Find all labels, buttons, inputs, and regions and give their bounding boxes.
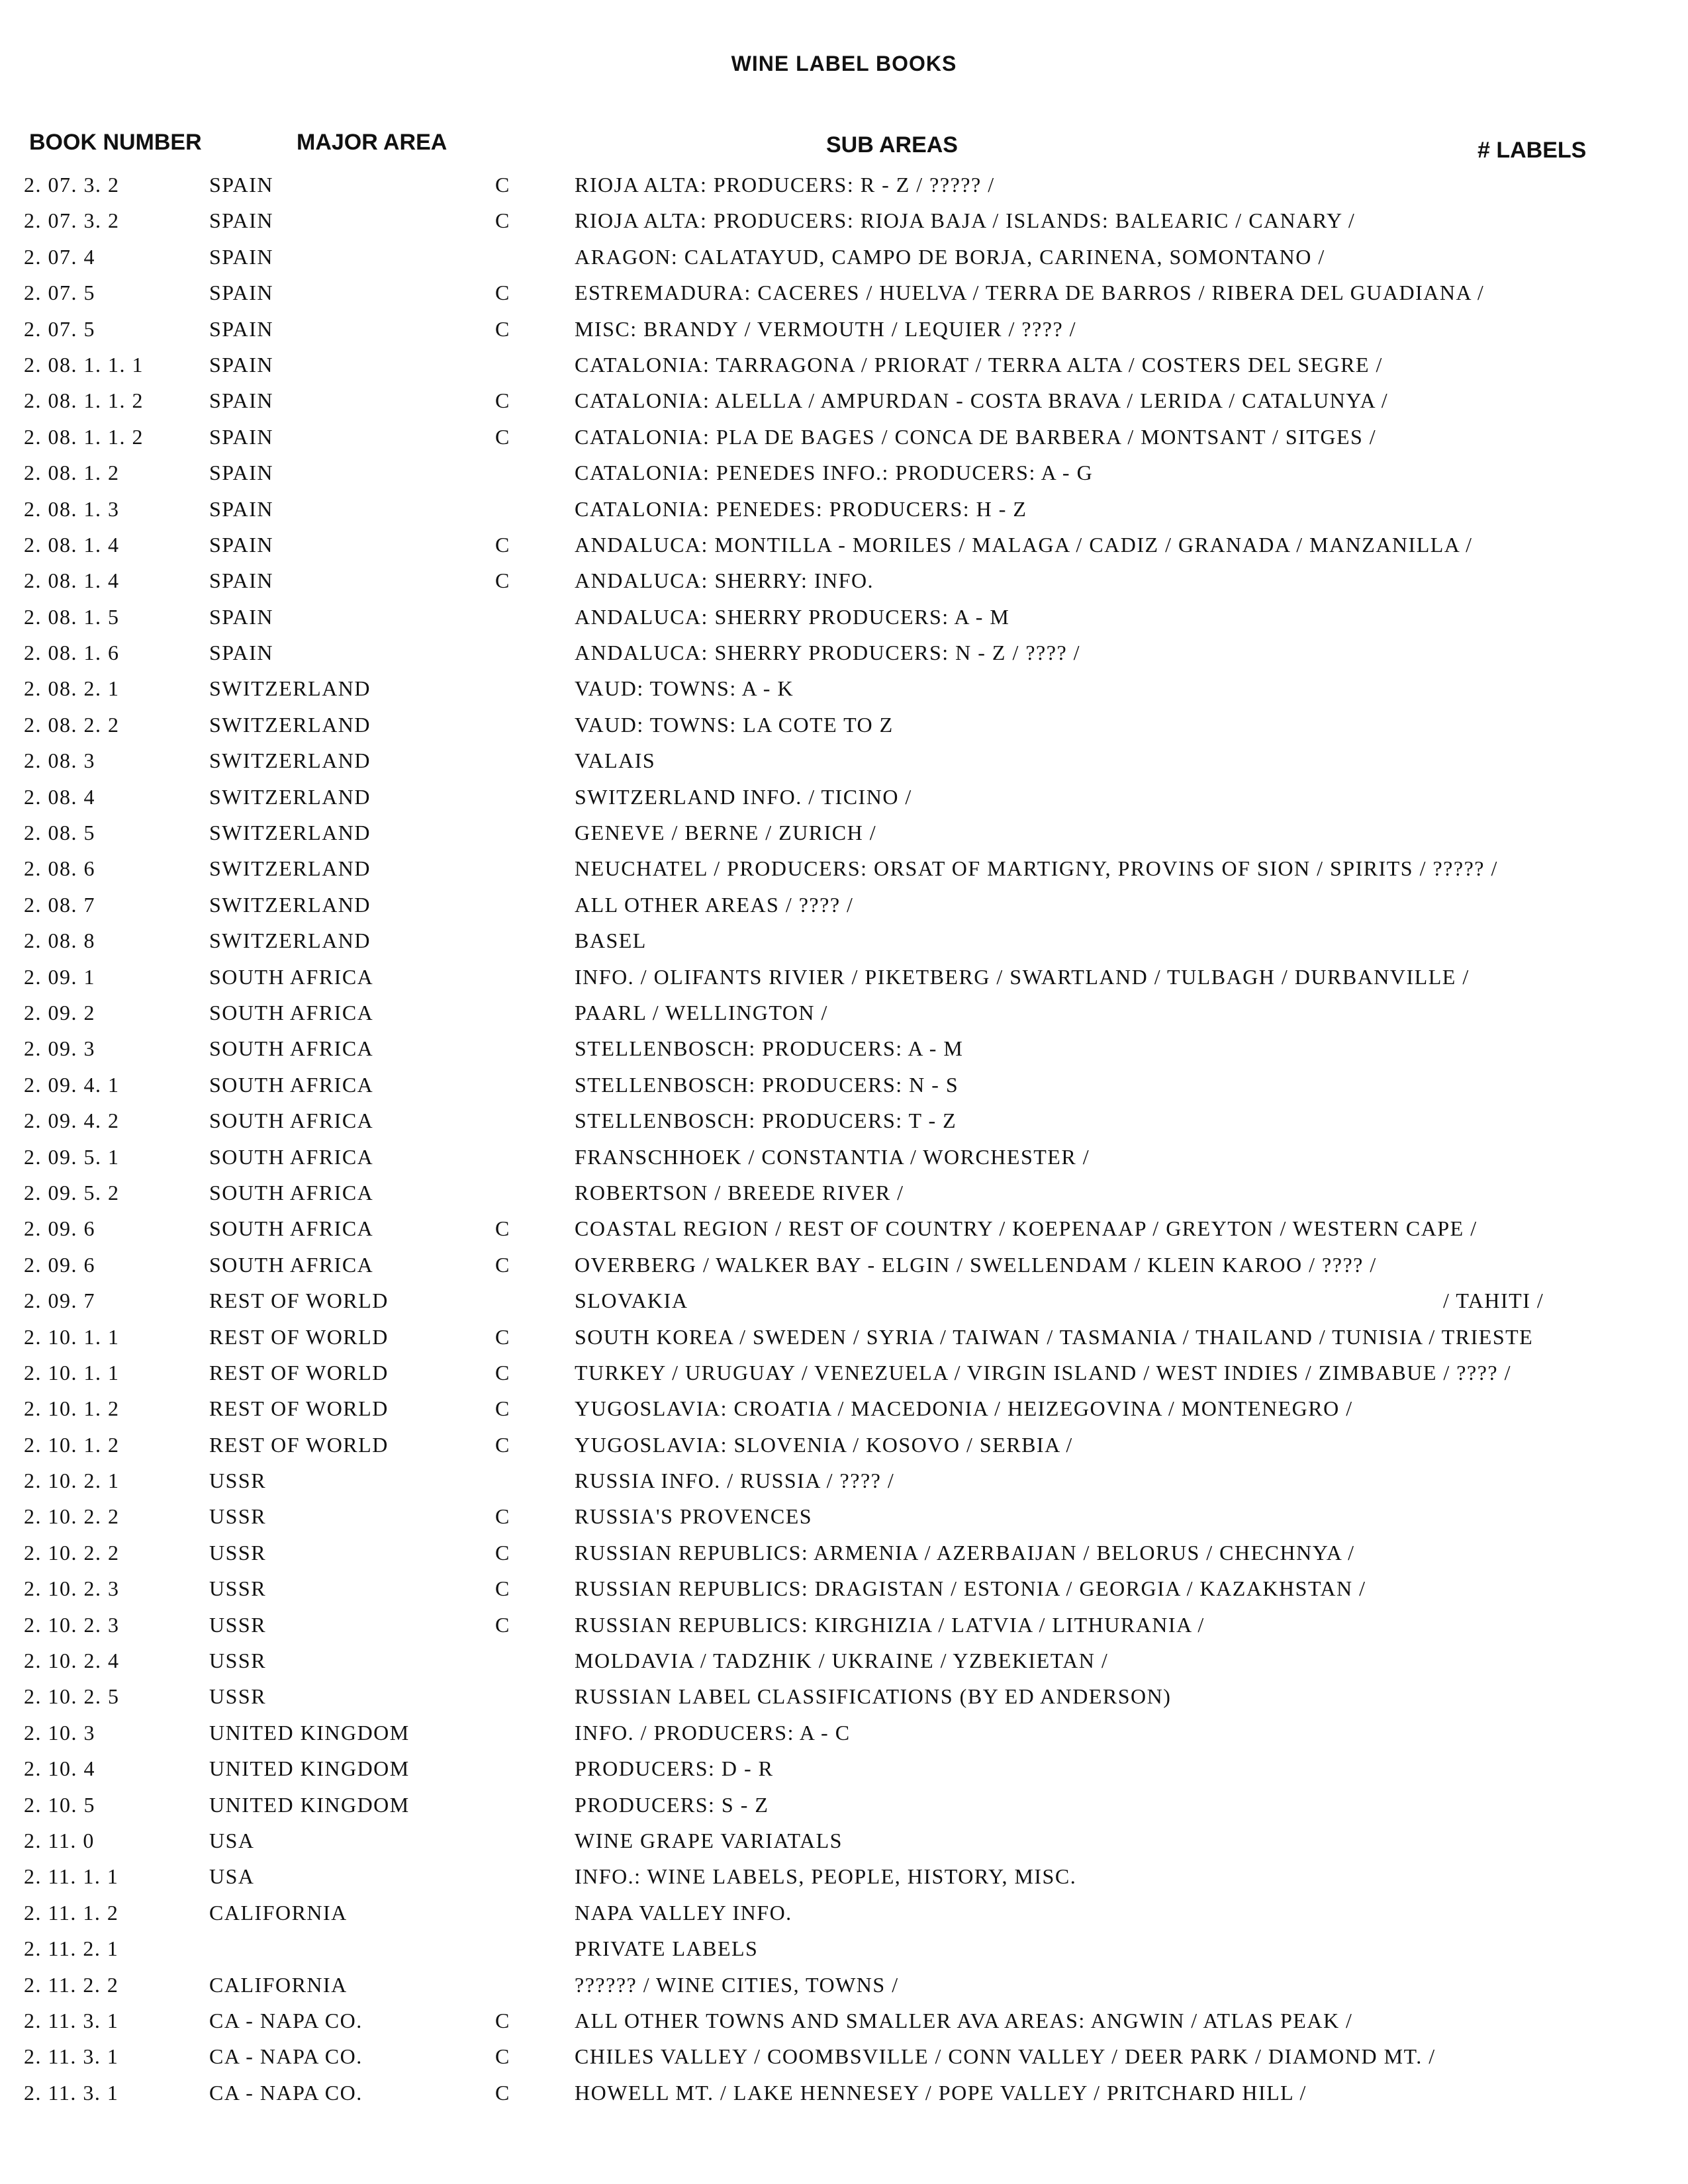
book-number-cell: 2. 09. 5. 2 [24,1180,120,1205]
table-row [0,1032,1688,1068]
major-area-cell: SPAIN [209,424,274,449]
sub-areas-cell: NAPA VALLEY INFO. [575,1900,792,1925]
sub-areas-cell: INFO.: WINE LABELS, PEOPLE, HISTORY, MISC. [575,1864,1077,1889]
sub-areas-cell: ANDALUCA: SHERRY: INFO. [575,569,874,593]
table-row [0,1897,1688,1933]
sub-areas-cell: GENEVE / BERNE / ZURICH / [575,821,877,845]
sub-areas-cell: PRODUCERS: S - Z [575,1792,769,1817]
major-area-cell: REST OF WORLD [209,1432,389,1457]
c-marker-cell: C [495,1396,510,1421]
major-area-cell: SOUTH AFRICA [209,1180,374,1205]
major-area-cell: USSR [209,1469,267,1493]
book-number-cell: 2. 09. 1 [24,964,95,989]
table-row [0,889,1688,925]
table-row [0,601,1688,637]
major-area-cell: UNITED KINGDOM [209,1792,410,1817]
table-row [0,1105,1688,1140]
major-area-cell: SOUTH AFRICA [209,964,374,989]
major-area-cell: CALIFORNIA [209,1972,348,1997]
sub-areas-cell: INFO. / PRODUCERS: A - C [575,1720,851,1745]
sub-areas-cell: PRODUCERS: D - R [575,1756,774,1781]
book-number-cell: 2. 10. 2. 5 [24,1684,120,1709]
major-area-cell: REST OF WORLD [209,1396,389,1421]
major-area-cell: SWITZERLAND [209,712,371,737]
header-sub-areas: SUB AREAS [826,132,958,158]
sub-areas-cell: STELLENBOSCH: PRODUCERS: A - M [575,1036,964,1061]
book-number-cell: 2. 10. 4 [24,1756,95,1781]
sub-areas-cell: MISC: BRANDY / VERMOUTH / LEQUIER / ???? / [575,316,1077,341]
book-number-cell: 2. 11. 1. 1 [24,1864,119,1889]
major-area-cell: SOUTH AFRICA [209,1109,374,1133]
sub-areas-cell: CATALONIA: PENEDES INFO.: PRODUCERS: A - G [575,461,1094,485]
book-number-cell: 2. 08. 4 [24,784,95,809]
major-area-cell: SPAIN [209,461,274,485]
table-row [0,672,1688,708]
sub-areas-cell: BASEL [575,929,647,953]
table-row [0,1249,1688,1285]
table-row [0,961,1688,997]
book-number-cell: 2. 09. 5. 1 [24,1144,120,1169]
sub-areas-cell: YUGOSLAVIA: SLOVENIA / KOSOVO / SERBIA / [575,1432,1073,1457]
sub-areas-cell: CATALONIA: TARRAGONA / PRIORAT / TERRA ALTA / COSTERS DEL SEGRE / [575,352,1383,377]
major-area-cell: UNITED KINGDOM [209,1720,410,1745]
major-area-cell: SPAIN [209,244,274,269]
sub-areas-cell: SWITZERLAND INFO. / TICINO / [575,784,912,809]
table-row [0,1465,1688,1500]
table-row [0,637,1688,672]
sub-areas-cell: INFO. / OLIFANTS RIVIER / PIKETBERG / SWARTLAND / TULBAGH / DURBANVILLE / [575,964,1470,989]
table-row [0,1752,1688,1788]
book-number-cell: 2. 09. 4. 1 [24,1072,120,1097]
table-row [0,205,1688,240]
book-number-cell: 2. 10. 2. 2 [24,1540,120,1565]
book-number-cell: 2. 07. 4 [24,244,95,269]
c-marker-cell: C [495,1252,510,1277]
sub-areas-cell: VAUD: TOWNS: A - K [575,676,794,701]
c-marker-cell: C [495,173,510,197]
table-row [0,457,1688,492]
major-area-cell: SPAIN [209,569,274,593]
table-row [0,1933,1688,1968]
table-row [0,277,1688,312]
c-marker-cell: C [495,1540,510,1565]
book-number-cell: 2. 07. 5 [24,316,95,341]
table-row [0,1680,1688,1716]
book-number-cell: 2. 10. 2. 2 [24,1504,120,1529]
sub-areas-cell: FRANSCHHOEK / CONSTANTIA / WORCHESTER / [575,1144,1090,1169]
page-title: WINE LABEL BOOKS [731,52,957,75]
major-area-cell: SOUTH AFRICA [209,1000,374,1024]
major-area-cell: SWITZERLAND [209,856,371,881]
sub-areas-cell: RIOJA ALTA: PRODUCERS: RIOJA BAJA / ISLANDS: BALEARIC / CANARY / [575,208,1356,233]
major-area-cell: REST OF WORLD [209,1324,389,1349]
sub-areas-cell: RUSSIA INFO. / RUSSIA / ???? / [575,1469,895,1493]
book-number-cell: 2. 10. 2. 3 [24,1612,120,1637]
major-area-cell: USSR [209,1612,267,1637]
book-number-cell: 2. 08. 1. 6 [24,641,120,665]
table-row [0,1141,1688,1177]
sub-areas-cell: STELLENBOSCH: PRODUCERS: N - S [575,1072,959,1097]
book-number-cell: 2. 11. 3. 1 [24,2080,119,2105]
sub-areas-cell: ALL OTHER AREAS / ???? / [575,892,854,917]
book-number-cell: 2. 10. 1. 2 [24,1396,120,1421]
table-row [0,313,1688,349]
book-number-cell: 2. 08. 2. 1 [24,676,120,701]
book-number-cell: 2. 10. 1. 1 [24,1360,120,1385]
major-area-cell: USSR [209,1649,267,1673]
book-number-cell: 2. 11. 1. 2 [24,1900,119,1925]
sub-areas-cell: YUGOSLAVIA: CROATIA / MACEDONIA / HEIZEGOVINA / MONTENEGRO / [575,1396,1353,1421]
table-row [0,1357,1688,1392]
sub-areas-cell: ANDALUCA: SHERRY PRODUCERS: N - Z / ???? / [575,641,1081,665]
sub-areas-cell: SLOVAKIA [575,1289,688,1313]
c-marker-cell: C [495,1576,510,1601]
header-labels-count: # LABELS [1477,138,1587,163]
book-number-cell: 2. 08. 6 [24,856,95,881]
major-area-cell: UNITED KINGDOM [209,1756,410,1781]
sub-areas-cell: VAUD: TOWNS: LA COTE TO Z [575,712,894,737]
table-row [0,1860,1688,1896]
table-row [0,1177,1688,1212]
table-row [0,1969,1688,2005]
sub-areas-cell: STELLENBOSCH: PRODUCERS: T - Z [575,1109,957,1133]
major-area-cell: SOUTH AFRICA [209,1144,374,1169]
c-marker-cell: C [495,281,510,305]
book-number-cell: 2. 08. 1. 2 [24,461,120,485]
major-area-cell: SPAIN [209,316,274,341]
c-marker-cell: C [495,2008,510,2032]
sub-areas-cell: RUSSIAN LABEL CLASSIFICATIONS (BY ED ANDERSON) [575,1684,1172,1709]
table-row [0,2005,1688,2040]
major-area-cell: USA [209,1864,255,1889]
major-area-cell: SPAIN [209,388,274,413]
sub-areas-cell: RUSSIAN REPUBLICS: KIRGHIZIA / LATVIA / LITHURANIA / [575,1612,1205,1637]
major-area-cell: USSR [209,1540,267,1565]
sub-areas-cell: CATALONIA: ALELLA / AMPURDAN - COSTA BRAVA / LERIDA / CATALUNYA / [575,388,1389,413]
book-number-cell: 2. 09. 6 [24,1252,95,1277]
sub-areas-cell: OVERBERG / WALKER BAY - ELGIN / SWELLENDAM / KLEIN KAROO / ???? / [575,1252,1377,1277]
c-marker-cell: C [495,569,510,593]
table-row [0,745,1688,780]
book-number-cell: 2. 08. 7 [24,892,95,917]
table-row [0,1321,1688,1357]
table-row [0,565,1688,600]
major-area-cell: SPAIN [209,532,274,557]
sub-areas-cell: RIOJA ALTA: PRODUCERS: R - Z / ????? / [575,173,995,197]
sub-areas-cell: ROBERTSON / BREEDE RIVER / [575,1180,904,1205]
major-area-cell: SPAIN [209,352,274,377]
table-row [0,1285,1688,1320]
major-area-cell: CA - NAPA CO. [209,2080,363,2105]
major-area-cell: CA - NAPA CO. [209,2008,363,2032]
major-area-cell: SWITZERLAND [209,749,371,773]
sub-areas-cell: MOLDAVIA / TADZHIK / UKRAINE / YZBEKIETAN / [575,1649,1109,1673]
sub-areas-cell: RUSSIAN REPUBLICS: DRAGISTAN / ESTONIA / GEORGIA / KAZAKHSTAN / [575,1576,1366,1601]
table-row [0,2077,1688,2113]
book-number-cell: 2. 09. 6 [24,1216,95,1241]
table-row [0,2040,1688,2076]
major-area-cell: SOUTH AFRICA [209,1252,374,1277]
c-marker-cell: C [495,532,510,557]
table-row [0,1069,1688,1105]
major-area-cell: USA [209,1828,255,1852]
major-area-cell: USSR [209,1684,267,1709]
table-row [0,1572,1688,1608]
book-number-cell: 2. 10. 2. 3 [24,1576,120,1601]
sub-areas-cell: RUSSIA'S PROVENCES [575,1504,813,1529]
table-row [0,169,1688,205]
sub-areas-cell: CATALONIA: PENEDES: PRODUCERS: H - Z [575,496,1027,521]
book-number-cell: 2. 08. 1. 5 [24,604,120,629]
sub-areas-cell: ANDALUCA: SHERRY PRODUCERS: A - M [575,604,1010,629]
table-row [0,421,1688,457]
sub-areas-cell: SOUTH KOREA / SWEDEN / SYRIA / TAIWAN / TASMANIA / THAILAND / TUNISIA / TRIESTE [575,1324,1534,1349]
sub-areas-cell: HOWELL MT. / LAKE HENNESEY / POPE VALLEY / PRITCHARD HILL / [575,2080,1307,2105]
book-number-cell: 2. 08. 1. 1. 2 [24,424,144,449]
book-number-cell: 2. 09. 3 [24,1036,95,1061]
c-marker-cell: C [495,1360,510,1385]
table-row [0,1717,1688,1752]
book-number-cell: 2. 11. 3. 1 [24,2008,119,2032]
major-area-cell: USSR [209,1576,267,1601]
major-area-cell: USSR [209,1504,267,1529]
major-area-cell: SWITZERLAND [209,821,371,845]
major-area-cell: SWITZERLAND [209,929,371,953]
table-row [0,1609,1688,1645]
major-area-cell: SOUTH AFRICA [209,1072,374,1097]
c-marker-cell: C [495,1216,510,1241]
book-number-cell: 2. 07. 3. 2 [24,173,120,197]
table-row [0,1789,1688,1825]
book-number-cell: 2. 08. 1. 4 [24,569,120,593]
c-marker-cell: C [495,2044,510,2069]
major-area-cell: SOUTH AFRICA [209,1036,374,1061]
table-row [0,781,1688,817]
major-area-cell: SPAIN [209,641,274,665]
major-area-cell: SWITZERLAND [209,676,371,701]
book-number-cell: 2. 08. 2. 2 [24,712,120,737]
table-row [0,529,1688,565]
c-marker-cell: C [495,1324,510,1349]
major-area-cell: CA - NAPA CO. [209,2044,363,2069]
c-marker-cell: C [495,1504,510,1529]
table-row [0,1429,1688,1465]
sub-areas-cell: ARAGON: CALATAYUD, CAMPO DE BORJA, CARINENA, SOMONTANO / [575,244,1325,269]
header-major-area: MAJOR AREA [297,130,447,155]
book-number-cell: 2. 10. 1. 1 [24,1324,120,1349]
book-number-cell: 2. 09. 2 [24,1000,95,1024]
major-area-cell: CALIFORNIA [209,1900,348,1925]
sub-areas-cell: VALAIS [575,749,656,773]
major-area-cell: REST OF WORLD [209,1360,389,1385]
table-row [0,925,1688,960]
book-number-cell: 2. 10. 1. 2 [24,1432,120,1457]
book-number-cell: 2. 11. 2. 2 [24,1972,119,1997]
sub-areas-cell: RUSSIAN REPUBLICS: ARMENIA / AZERBAIJAN / BELORUS / CHECHNYA / [575,1540,1355,1565]
sub-areas-extra-cell: / TAHITI / [1443,1289,1544,1313]
major-area-cell: REST OF WORLD [209,1289,389,1313]
sub-areas-cell: ?????? / WINE CITIES, TOWNS / [575,1972,899,1997]
table-row [0,852,1688,888]
major-area-cell: SPAIN [209,208,274,233]
sub-areas-cell: NEUCHATEL / PRODUCERS: ORSAT OF MARTIGNY, PROVINS OF SION / SPIRITS / ????? / [575,856,1498,881]
header-book-number: BOOK NUMBER [29,130,202,155]
sub-areas-cell: ESTREMADURA: CACERES / HUELVA / TERRA DE BARROS / RIBERA DEL GUADIANA / [575,281,1485,305]
major-area-cell: SPAIN [209,281,274,305]
book-number-cell: 2. 07. 3. 2 [24,208,120,233]
table-row [0,1212,1688,1248]
sub-areas-cell: TURKEY / URUGUAY / VENEZUELA / VIRGIN ISLAND / WEST INDIES / ZIMBABUE / ???? / [575,1360,1511,1385]
book-table [0,169,1688,2113]
c-marker-cell: C [495,388,510,413]
sub-areas-cell: WINE GRAPE VARIATALS [575,1828,843,1852]
sub-areas-cell: PRIVATE LABELS [575,1936,759,1961]
table-row [0,709,1688,745]
book-number-cell: 2. 11. 0 [24,1828,95,1852]
major-area-cell: SOUTH AFRICA [209,1216,374,1241]
table-row [0,1825,1688,1860]
major-area-cell: SWITZERLAND [209,892,371,917]
table-row [0,817,1688,852]
sub-areas-cell: ALL OTHER TOWNS AND SMALLER AVA AREAS: ANGWIN / ATLAS PEAK / [575,2008,1353,2032]
book-number-cell: 2. 07. 5 [24,281,95,305]
book-number-cell: 2. 08. 1. 1. 2 [24,388,144,413]
table-row [0,1537,1688,1572]
sub-areas-cell: CATALONIA: PLA DE BAGES / CONCA DE BARBERA / MONTSANT / SITGES / [575,424,1377,449]
major-area-cell: SPAIN [209,604,274,629]
major-area-cell: SPAIN [209,496,274,521]
sub-areas-cell: PAARL / WELLINGTON / [575,1000,828,1024]
book-number-cell: 2. 10. 2. 1 [24,1469,120,1493]
sub-areas-cell: ANDALUCA: MONTILLA - MORILES / MALAGA / CADIZ / GRANADA / MANZANILLA / [575,532,1473,557]
table-row [0,385,1688,420]
c-marker-cell: C [495,424,510,449]
sub-areas-cell: COASTAL REGION / REST OF COUNTRY / KOEPENAAP / GREYTON / WESTERN CAPE / [575,1216,1477,1241]
c-marker-cell: C [495,1612,510,1637]
sub-areas-cell: CHILES VALLEY / COOMBSVILLE / CONN VALLEY / DEER PARK / DIAMOND MT. / [575,2044,1436,2069]
c-marker-cell: C [495,1432,510,1457]
table-row [0,349,1688,385]
c-marker-cell: C [495,316,510,341]
table-row [0,997,1688,1032]
c-marker-cell: C [495,2080,510,2105]
book-number-cell: 2. 08. 8 [24,929,95,953]
major-area-cell: SWITZERLAND [209,784,371,809]
table-row [0,493,1688,529]
table-row [0,241,1688,277]
table-row [0,1645,1688,1680]
book-number-cell: 2. 09. 7 [24,1289,95,1313]
book-number-cell: 2. 08. 1. 1. 1 [24,352,144,377]
book-number-cell: 2. 10. 2. 4 [24,1649,120,1673]
book-number-cell: 2. 09. 4. 2 [24,1109,120,1133]
major-area-cell: SPAIN [209,173,274,197]
book-number-cell: 2. 08. 1. 4 [24,532,120,557]
book-number-cell: 2. 08. 5 [24,821,95,845]
table-row [0,1392,1688,1428]
book-number-cell: 2. 08. 1. 3 [24,496,120,521]
book-number-cell: 2. 08. 3 [24,749,95,773]
book-number-cell: 2. 11. 3. 1 [24,2044,119,2069]
table-row [0,1500,1688,1536]
book-number-cell: 2. 11. 2. 1 [24,1936,119,1961]
book-number-cell: 2. 10. 5 [24,1792,95,1817]
book-number-cell: 2. 10. 3 [24,1720,95,1745]
c-marker-cell: C [495,208,510,233]
